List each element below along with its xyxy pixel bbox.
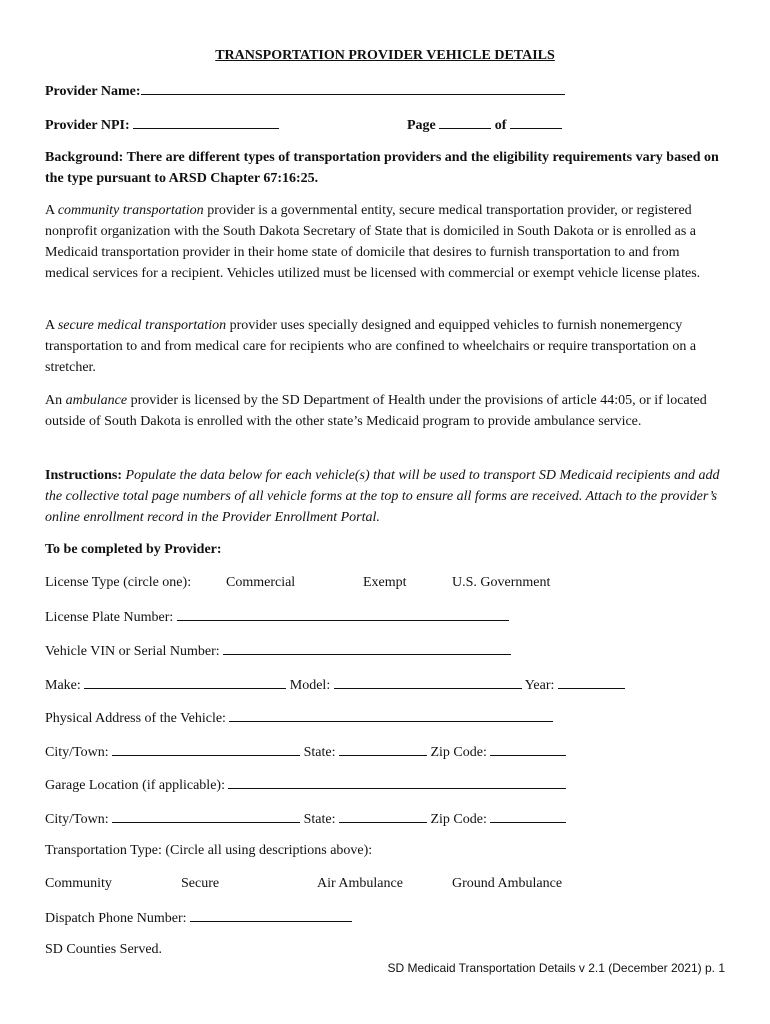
state-field[interactable] xyxy=(339,743,427,756)
license-plate-field[interactable] xyxy=(177,608,509,621)
of-label: of xyxy=(494,118,507,133)
physical-address-field[interactable] xyxy=(229,709,553,722)
secure-term: secure medical transportation xyxy=(57,318,227,333)
model-field[interactable] xyxy=(334,676,522,689)
dispatch-field[interactable] xyxy=(190,909,352,922)
garage-city-field[interactable] xyxy=(112,810,300,823)
secure-prefix: A xyxy=(45,318,58,333)
provider-npi-label: Provider NPI: xyxy=(45,118,130,133)
page-footer: SD Medicaid Transportation Details v 2.1 (December 2021) p. 1 xyxy=(387,961,725,975)
zip-label: Zip Code: xyxy=(430,745,487,760)
garage-zip-label: Zip Code: xyxy=(430,812,487,827)
make-label: Make: xyxy=(45,678,81,693)
to-be-completed-heading: To be completed by Provider: xyxy=(45,542,222,557)
make-model-year-row xyxy=(45,676,625,694)
license-type-label: License Type (circle one): xyxy=(45,575,192,590)
community-term: community transportation xyxy=(57,203,204,218)
zip-field[interactable] xyxy=(490,743,566,756)
year-field[interactable] xyxy=(558,676,625,689)
transport-option-ground-ambulance[interactable]: Ground Ambulance xyxy=(452,876,563,891)
city-label: City/Town: xyxy=(45,745,109,760)
provider-name-row xyxy=(45,82,565,100)
license-option-commercial[interactable]: Commercial xyxy=(226,575,296,590)
ambulance-paragraph xyxy=(45,390,727,432)
transport-option-community[interactable]: Community xyxy=(45,876,112,891)
secure-text: provider uses specially designed and equipped vehicles to furnish nonemergency transportation to and from medical care for recipients who are confined to wheelchairs or require transportation on a stretcher. xyxy=(45,318,697,375)
ambulance-prefix: An xyxy=(45,393,66,408)
transport-option-air-ambulance[interactable]: Air Ambulance xyxy=(317,876,403,891)
model-label: Model: xyxy=(289,678,331,693)
community-prefix: A xyxy=(45,203,58,218)
physical-address-row xyxy=(45,709,553,727)
transport-option-secure[interactable]: Secure xyxy=(181,876,220,891)
provider-name-label: Provider Name: xyxy=(45,84,141,99)
license-option-exempt[interactable]: Exempt xyxy=(363,575,407,590)
page-label: Page xyxy=(407,118,436,133)
community-text: provider is a governmental entity, secure medical transportation provider, or registered nonprofit organization with the South Dakota Secretary of State that is domiciled in South Dakota or is enrolled as a Medicaid transportation provider in their home state of domicile that desires to furnish transportation to and from medical services for a recipient. Vehicles utilized must be licensed with commercial or exempt vehicle license plates. xyxy=(45,203,701,281)
garage-location-row xyxy=(45,776,566,794)
garage-city-state-zip-row xyxy=(45,810,566,828)
year-label: Year: xyxy=(524,678,555,693)
dispatch-label: Dispatch Phone Number: xyxy=(45,911,187,926)
state-label: State: xyxy=(303,745,336,760)
vin-label: Vehicle VIN or Serial Number: xyxy=(45,644,220,659)
community-paragraph xyxy=(45,200,727,284)
garage-zip-field[interactable] xyxy=(490,810,566,823)
license-type-row xyxy=(45,575,730,591)
ambulance-text: provider is licensed by the SD Department of Health under the provisions of article 44:05, or if located outside of South Dakota is enrolled with the other state’s Medicaid program to provide ambulance service. xyxy=(45,393,707,429)
physical-address-label: Physical Address of the Vehicle: xyxy=(45,711,226,726)
transport-type-label: Transportation Type: (Circle all using descriptions above): xyxy=(45,843,373,858)
secure-paragraph xyxy=(45,315,727,378)
license-plate-row xyxy=(45,608,509,626)
license-plate-label: License Plate Number: xyxy=(45,610,174,625)
background-paragraph: Background: There are different types of transportation providers and the eligibility requirements vary based on the type pursuant to ARSD Chapter 67:16:25. xyxy=(45,150,719,186)
counties-served-label: SD Counties Served. xyxy=(45,942,163,957)
vin-row xyxy=(45,642,511,660)
license-option-us-government[interactable]: U.S. Government xyxy=(452,575,551,590)
dispatch-phone-row xyxy=(45,909,352,927)
garage-field[interactable] xyxy=(228,776,566,789)
instructions-label: Instructions: xyxy=(45,468,123,483)
garage-state-label: State: xyxy=(303,812,336,827)
provider-name-field[interactable] xyxy=(141,82,565,95)
page-number-field[interactable] xyxy=(439,116,491,129)
vin-field[interactable] xyxy=(223,642,511,655)
instructions-text: Populate the data below for each vehicle(s) that will be used to transport SD Medicaid recipients and add the collective total page numbers of all vehicle forms at the top to ensure all forms are received. Attach to the provider’s online enrollment record in the Provider Enrollment Portal. xyxy=(45,468,720,525)
ambulance-term: ambulance xyxy=(65,393,128,408)
provider-npi-field[interactable] xyxy=(133,116,279,129)
page-title: TRANSPORTATION PROVIDER VEHICLE DETAILS xyxy=(215,48,555,63)
garage-label: Garage Location (if applicable): xyxy=(45,778,225,793)
garage-city-label: City/Town: xyxy=(45,812,109,827)
page-total-field[interactable] xyxy=(510,116,562,129)
make-field[interactable] xyxy=(84,676,286,689)
provider-npi-row xyxy=(45,116,730,134)
page-of-group xyxy=(407,116,562,134)
city-state-zip-row xyxy=(45,743,566,761)
city-field[interactable] xyxy=(112,743,300,756)
garage-state-field[interactable] xyxy=(339,810,427,823)
instructions-paragraph xyxy=(45,465,727,528)
